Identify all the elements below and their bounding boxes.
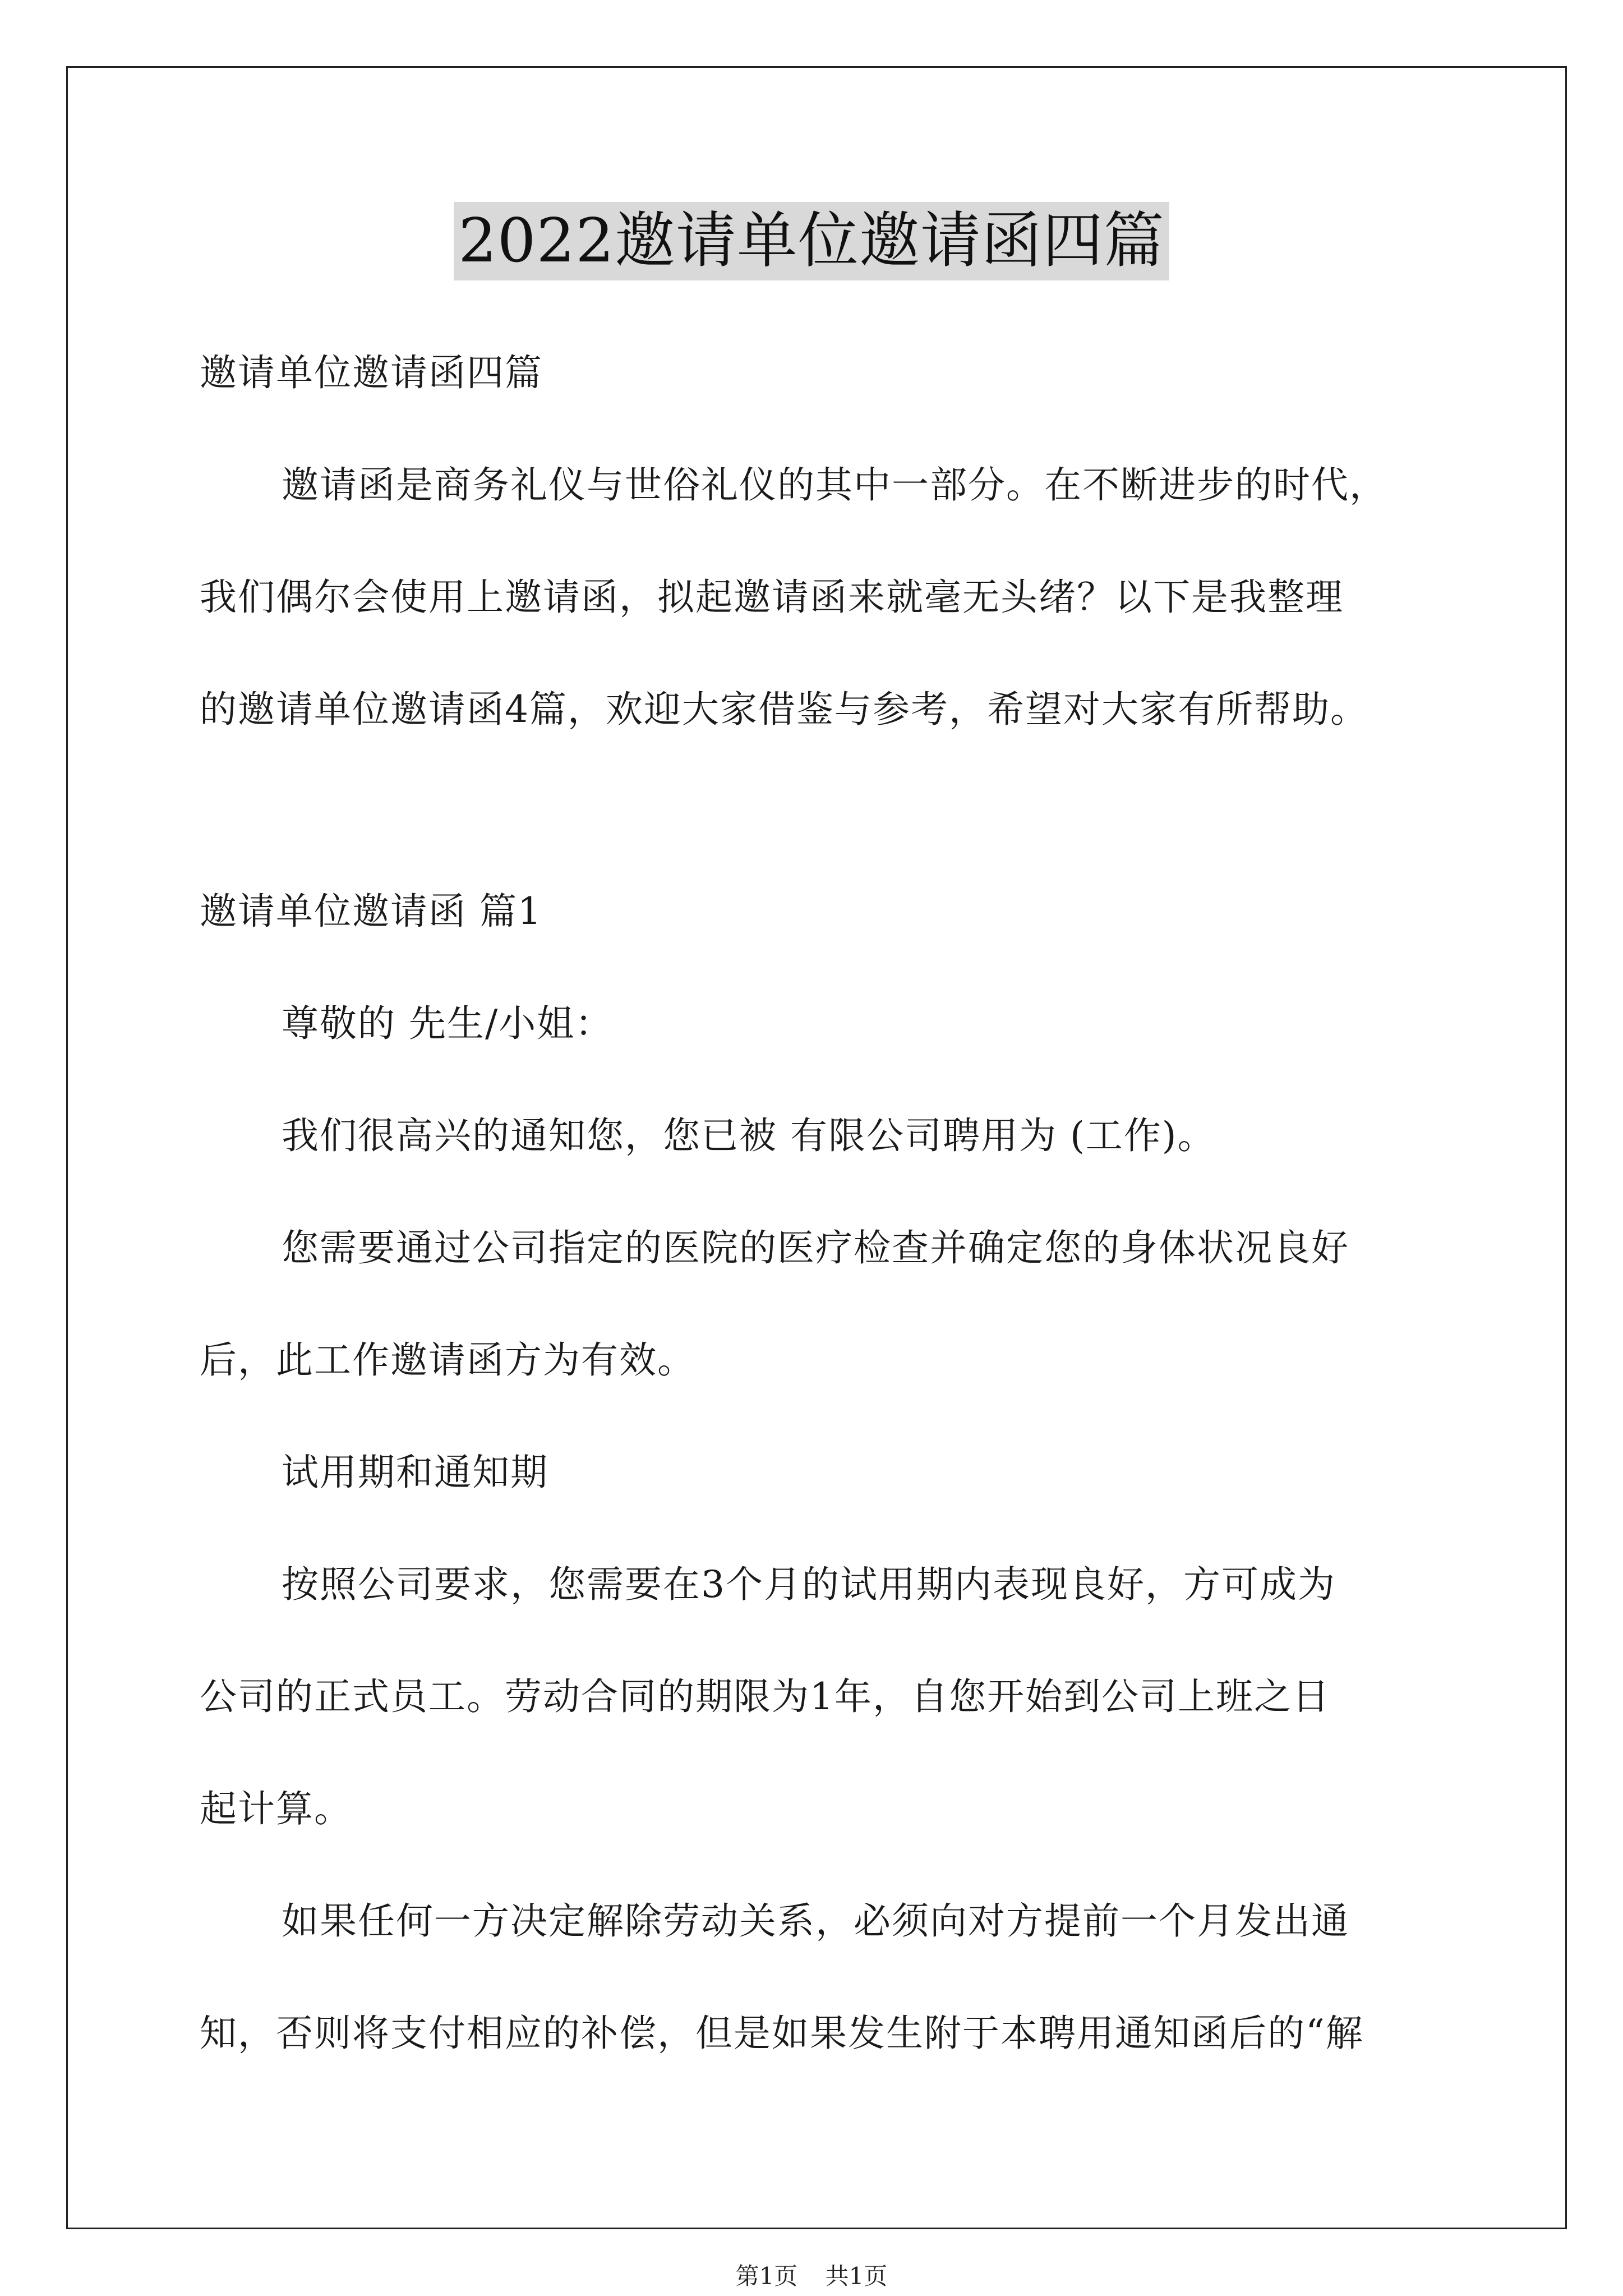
paragraph-line: 如果任何一方决定解除劳动关系，必须向对方提前一个月发出通 [282,1899,1349,1943]
paragraph-line: 公司的正式员工。劳动合同的期限为1年，自您开始到公司上班之日 [200,1675,1330,1718]
paragraph-line: 后，此工作邀请函方为有效。 [200,1338,695,1382]
paragraph-line: 邀请函是商务礼仪与世俗礼仪的其中一部分。在不断进步的时代， [282,463,1387,507]
section-heading: 邀请单位邀请函 篇1 [200,890,542,933]
paragraph-line: 您需要通过公司指定的医院的医疗检查并确定您的身体状况良好 [282,1226,1349,1269]
paragraph-line: 起计算。 [200,1787,352,1830]
paragraph-line: 我们很高兴的通知您，您已被 有限公司聘用为 (工作)。 [282,1114,1216,1157]
paragraph-line: 我们偶尔会使用上邀请函，拟起邀请函来就毫无头绪？以下是我整理 [200,576,1344,619]
document-title: 2022邀请单位邀请函四篇 [454,202,1169,280]
page-number: 第1页 [735,2262,798,2290]
paragraph-line: 的邀请单位邀请函4篇，欢迎大家借鉴与参考，希望对大家有所帮助。 [200,688,1368,731]
paragraph-line: 知，否则将支付相应的补偿，但是如果发生附于本聘用通知函后的“解 [200,2012,1364,2055]
subheading-line: 试用期和通知期 [282,1451,548,1494]
page-total: 共1页 [825,2262,888,2290]
title-wrap [0,202,1623,280]
paragraph-line: 按照公司要求，您需要在3个月的试用期内表现良好，方可成为 [282,1563,1336,1606]
salutation-line: 尊敬的 先生/小姐： [282,1002,614,1045]
subtitle-line: 邀请单位邀请函四篇 [200,351,543,394]
page-footer [0,2261,1623,2292]
